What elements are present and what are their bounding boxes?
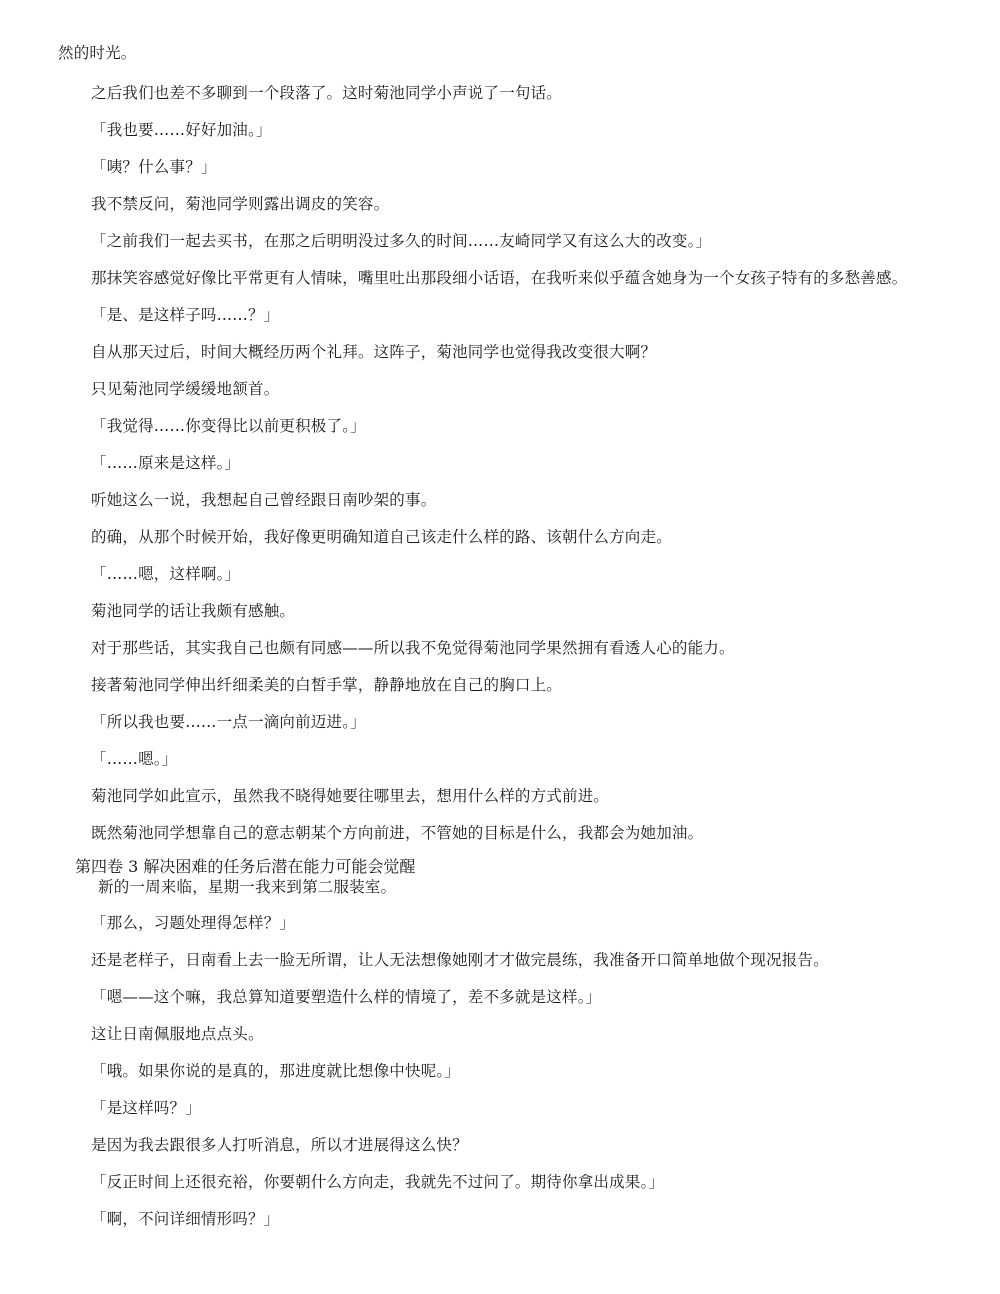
dialogue-line: 「咦？什么事？」: [91, 158, 217, 176]
paragraph: 新的一周来临，星期一我来到第二服装室。: [98, 878, 397, 896]
paragraph: 我不禁反问，菊池同学则露出调皮的笑容。: [91, 195, 390, 213]
dialogue-line: 「我觉得……你变得比以前更积极了。」: [91, 417, 366, 435]
dialogue-line: 「……嗯。」: [91, 750, 178, 768]
paragraph: 菊池同学如此宣示，虽然我不晓得她要往哪里去，想用什么样的方式前进。: [91, 787, 610, 805]
dialogue-line: 「反正时间上还很充裕，你要朝什么方向走，我就先不过问了。期待你拿出成果。」: [91, 1173, 665, 1191]
paragraph: 然的时光。: [58, 44, 137, 62]
dialogue-line: 「……嗯，这样啊。」: [91, 565, 241, 583]
paragraph: 这让日南佩服地点点头。: [91, 1025, 264, 1043]
dialogue-line: 「之前我们一起去买书，在那之后明明没过多久的时间……友崎同学又有这么大的改变。」: [91, 232, 712, 250]
paragraph: 是因为我去跟很多人打听消息，所以才进展得这么快？: [91, 1136, 468, 1154]
dialogue-line: 「是、是这样子吗……？」: [91, 306, 280, 324]
paragraph: 的确，从那个时候开始，我好像更明确知道自己该走什么样的路、该朝什么方向走。: [91, 528, 672, 546]
dialogue-line: 「是这样吗？」: [91, 1099, 201, 1117]
paragraph: 既然菊池同学想靠自己的意志朝某个方向前进，不管她的目标是什么，我都会为她加油。: [91, 824, 704, 842]
dialogue-line: 「啊，不问详细情形吗？」: [91, 1210, 280, 1228]
paragraph: 自从那天过后，时间大概经历两个礼拜。这阵子，菊池同学也觉得我改变很大啊？: [91, 343, 657, 361]
paragraph: 菊池同学的话让我颇有感触。: [91, 602, 296, 620]
paragraph: 听她这么一说，我想起自己曾经跟日南吵架的事。: [91, 491, 437, 509]
dialogue-line: 「我也要……好好加油。」: [91, 121, 272, 139]
paragraph: 还是老样子，日南看上去一脸无所谓，让人无法想像她刚才才做完晨练，我准备开口简单地做个现况报告。: [91, 951, 829, 969]
paragraph: 只见菊池同学缓缓地颔首。: [91, 380, 280, 398]
paragraph: 之后我们也差不多聊到一个段落了。这时菊池同学小声说了一句话。: [91, 84, 563, 102]
dialogue-line: 「所以我也要……一点一滴向前迈进。」: [91, 713, 366, 731]
dialogue-line: 「那么，习题处理得怎样？」: [91, 914, 296, 932]
paragraph: 那抹笑容感觉好像比平常更有人情味，嘴里吐出那段细小话语，在我听来似乎蕴含她身为一个女孩子特有的多愁善感。: [91, 269, 908, 287]
paragraph: 接著菊池同学伸出纤细柔美的白皙手掌，静静地放在自己的胸口上。: [91, 676, 563, 694]
paragraph: 对于那些话，其实我自己也颇有同感——所以我不免觉得菊池同学果然拥有看透人心的能力。: [91, 639, 735, 657]
chapter-heading: 第四卷 3 解决困难的任务后潜在能力可能会觉醒: [75, 857, 416, 876]
dialogue-line: 「哦。如果你说的是真的，那进度就比想像中快呢。」: [91, 1062, 461, 1080]
dialogue-line: 「嗯——这个嘛，我总算知道要塑造什么样的情境了，差不多就是这样。」: [91, 988, 602, 1006]
dialogue-line: 「……原来是这样。」: [91, 454, 241, 472]
